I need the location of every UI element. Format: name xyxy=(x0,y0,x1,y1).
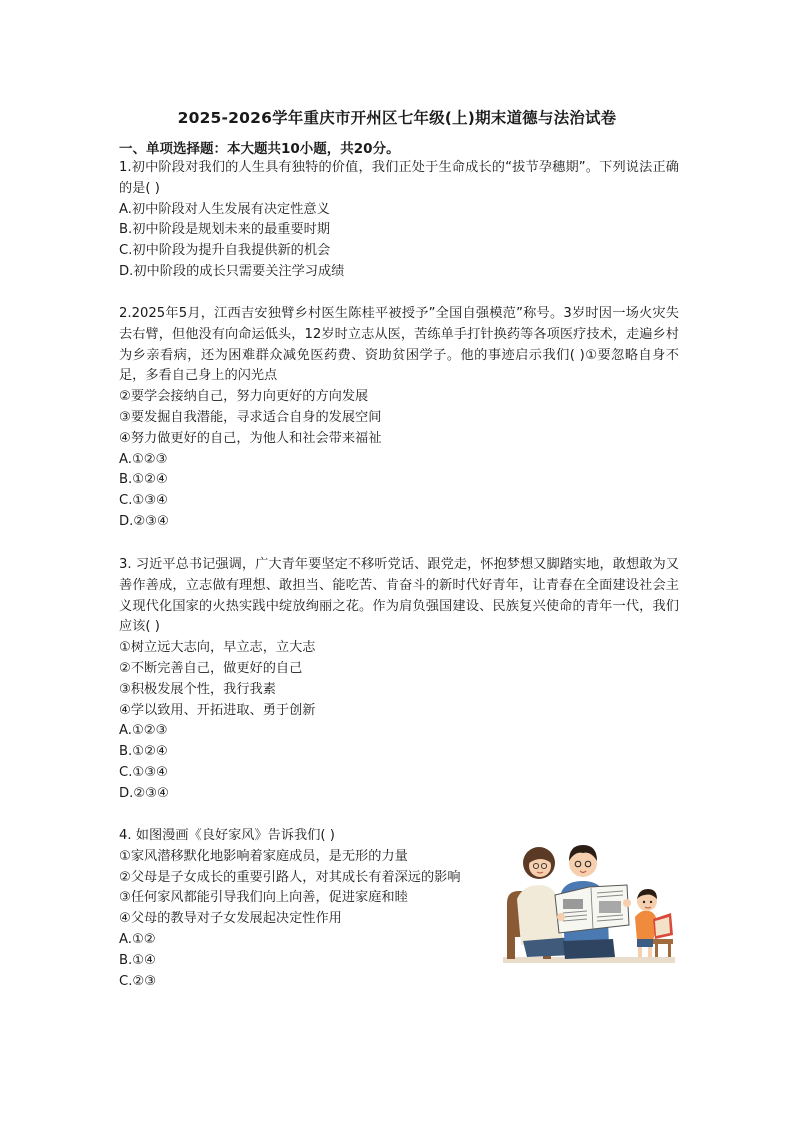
question-stem: 4. 如图漫画《良好家风》告诉我们( ) xyxy=(119,828,335,843)
exam-title: 2025-2026学年重庆市开州区七年级(上)期末道德与法治试卷 xyxy=(177,109,617,127)
question-3 xyxy=(119,555,679,805)
question-4 xyxy=(119,826,487,992)
statement-2: ②不断完善自己，做更好的自己 xyxy=(119,660,303,676)
question-2 xyxy=(119,304,679,533)
option-a: A.①②③ xyxy=(119,451,168,467)
option-c: C.①③④ xyxy=(119,493,168,509)
family-cartoon-illustration xyxy=(503,833,675,963)
option-b: B.①②④ xyxy=(119,744,168,760)
option-d: D.初中阶段的成长只需要关注学习成绩 xyxy=(119,263,345,279)
statement-1: ①树立远大志向，早立志，立大志 xyxy=(119,640,316,656)
option-b: B.①②④ xyxy=(119,472,168,488)
option-c: C.②③ xyxy=(119,973,157,989)
option-d: D.②③④ xyxy=(119,513,169,529)
question-stem: 2.2025年5月，江西吉安独臂乡村医生陈桂平被授予”全国自强模范”称号。3岁时因一场火灾失去右臂，但他没有向命运低头，12岁时立志从医，苦练单手打针换药等各项医疗技术，走遍乡村为乡亲看病，还为困难群众减免医药费、资助贫困学子。他的事迹启示我们( )①要忽略自身不足，多看自己身上的闪光点 xyxy=(119,306,679,384)
statement-4: ④学以致用、开拓进取、勇于创新 xyxy=(119,702,316,718)
statement-4: ④努力做更好的自己，为他人和社会带来福祉 xyxy=(119,430,382,446)
statement-3: ③积极发展个性，我行我素 xyxy=(119,681,276,697)
section-heading: 一、单项选择题：本大题共10小题，共20分。 xyxy=(119,141,400,157)
statement-3: ③要发掘自我潜能，寻求适合自身的发展空间 xyxy=(119,409,382,425)
option-c: C.初中阶段为提升自我提供新的机会 xyxy=(119,243,331,259)
option-c: C.①③④ xyxy=(119,764,168,780)
question-1 xyxy=(119,158,679,283)
question-stem: 1.初中阶段对我们的人生具有独特的价值，我们正处于生命成长的“拔节孕穗期”。下列说法正确的是( ) xyxy=(119,160,679,196)
statement-2: ②父母是子女成长的重要引路人，对其成长有着深远的影响 xyxy=(119,869,461,885)
statement-1: ①家风潜移默化地影响着家庭成员，是无形的力量 xyxy=(119,848,408,864)
option-b: B.初中阶段是规划未来的最重要时期 xyxy=(119,222,331,238)
statement-2: ②要学会接纳自己，努力向更好的方向发展 xyxy=(119,389,369,405)
option-a: A.初中阶段对人生发展有决定性意义 xyxy=(119,201,330,217)
option-a: A.①② xyxy=(119,931,156,947)
question-stem: 3. 习近平总书记强调，广大青年要坚定不移听党话、跟党走，怀抱梦想又脚踏实地，敢想敢为又善作善成，立志做有理想、敢担当、能吃苦、肯奋斗的新时代好青年，让青春在全面建设社会主义现代化国家的火热实践中绽放绚丽之花。作为肩负强国建设、民族复兴使命的青年一代，我们应该( ) xyxy=(119,557,679,635)
statement-4: ④父母的教导对子女发展起决定性作用 xyxy=(119,911,342,927)
statement-3: ③任何家风都能引导我们向上向善，促进家庭和睦 xyxy=(119,890,408,906)
option-a: A.①②③ xyxy=(119,723,168,739)
option-d: D.②③④ xyxy=(119,785,169,801)
option-b: B.①④ xyxy=(119,952,156,968)
